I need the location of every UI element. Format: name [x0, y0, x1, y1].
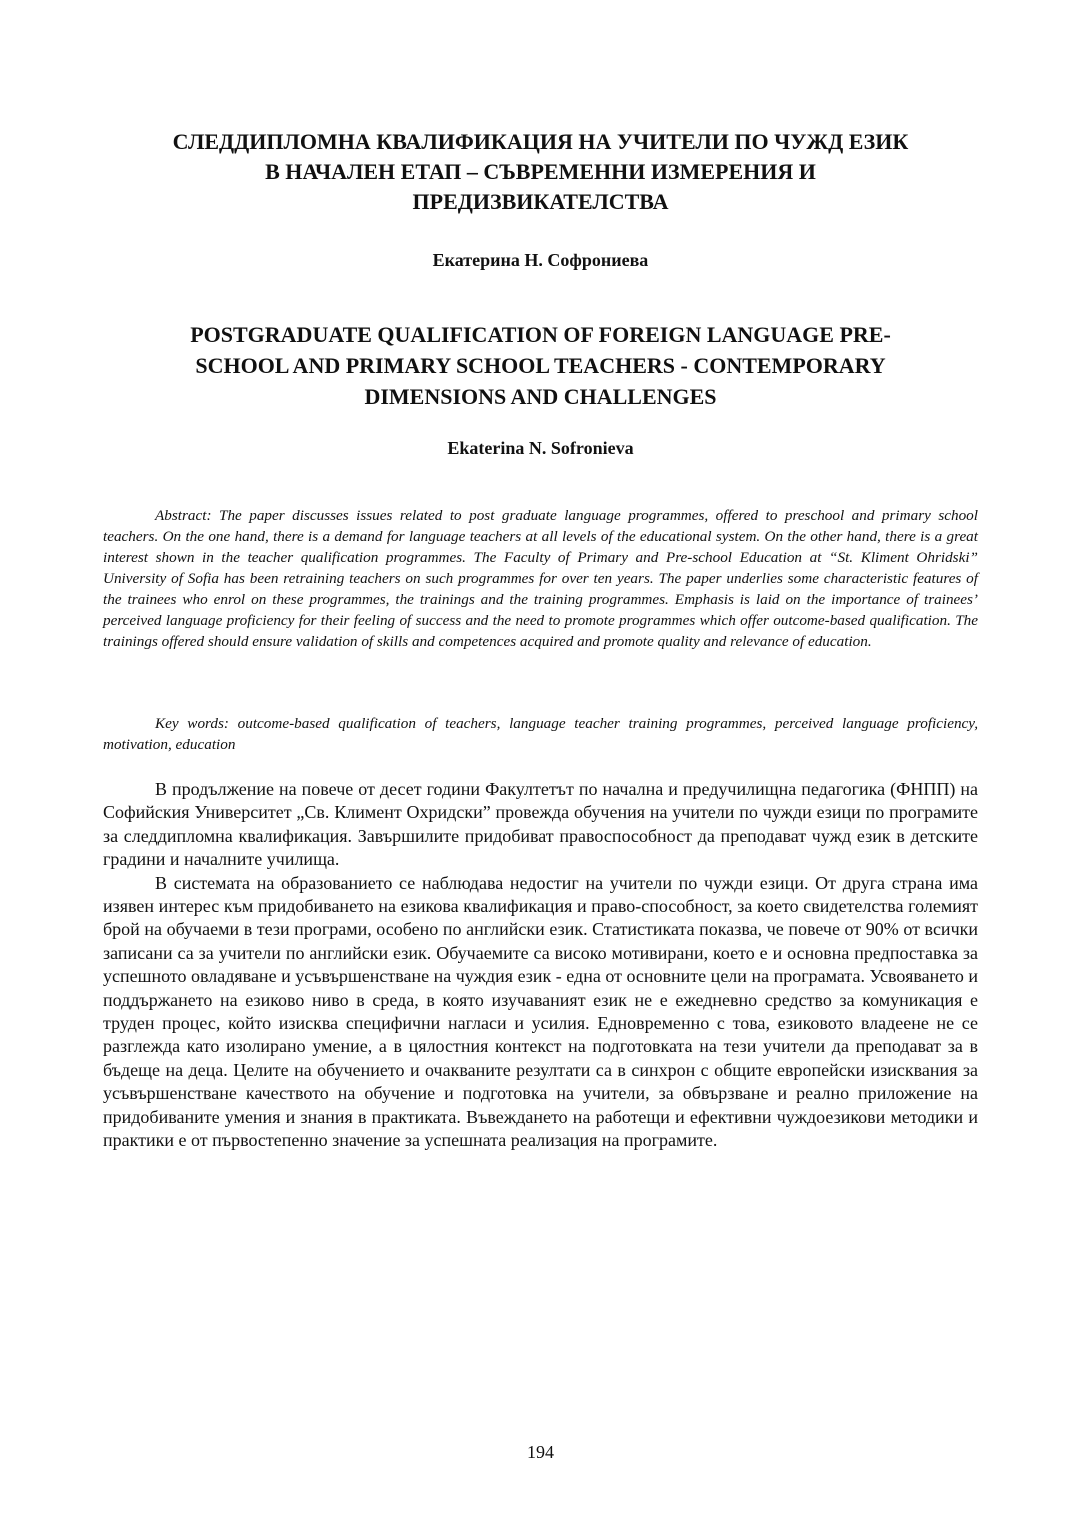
body-paragraph: В системата на образованието се наблюдава недостиг на учители по чужди езици. От друга страна има изявен интерес към придобиването на езикова квалификация и право-способност, за което свидетелства големият брой на обучаеми в тези програми, особено по английски език. Статистиката показва, че повече от 90% от всички записани са за учители по английски език. Обучаемите са високо мотивирани, което е и основна предпоставка за успешното овладяване и усъвършенстване на чуждия език - една от основните цели на програмата. Усвояването и поддържането на езиково ниво в среда, в която изучаваният език не е ежедневно средство за комуникация е труден процес, който изисква специфични нагласи и усилия. Едновременно с това, езиковото владеене не се разглежда като изолирано умение, а в цялостния контекст на подготовката на тези учители да преподават за в бъдеще на деца. Целите на обучението и очакваните резултати са в синхрон с общите европейски изисквания за усъвършенстване качеството на обучение и подготовка на учители, за обвързване и реално приложение на придобиваните умения и знания в практиката. Въвеждането на работещи и ефективни чуждоезикови методики и практики е от първостепенно значение за успешната реализация на програмите. [103, 872, 978, 1151]
title-english-line: POSTGRADUATE QUALIFICATION OF FOREIGN LANGUAGE PRE- [190, 322, 891, 347]
paper-page [103, 0, 978, 1528]
title-bulgarian-line: В НАЧАЛЕН ЕТАП – СЪВРЕМЕННИ ИЗМЕРЕНИЯ И [265, 159, 816, 184]
title-bulgarian-line: СЛЕДДИПЛОМНА КВАЛИФИКАЦИЯ НА УЧИТЕЛИ ПО ЧУЖД ЕЗИК [172, 129, 909, 154]
title-english-line: DIMENSIONS AND CHALLENGES [364, 384, 717, 409]
title-bulgarian [103, 127, 978, 217]
body-paragraph: В продължение на повече от десет години Факултетът по начална и предучилищна педагогика (ФНПП) на Софийския Университет „Св. Климент Охридски” провежда обучения на учители по чужди езици по програмите за следдипломна квалификация. Завършилите придобиват правоспособност да преподават чужд език в детските градини и началните училища. [103, 779, 978, 870]
keywords: Key words: outcome-based qualification of teachers, language teacher training programmes, perceived language proficiency, motivation, education [103, 715, 978, 753]
abstract: Abstract: The paper discusses issues related to post graduate language programmes, offered to preschool and primary school teachers. On the one hand, there is a demand for language teachers at all levels of the educational system. On the other hand, there is a great interest shown in the teacher qualification programmes. The Faculty of Primary and Pre-school Education at “St. Kliment Ohridski” University of Sofia has been retraining teachers on such programmes for over ten years. The paper underlies some characteristic features of the trainees who enrol on these programmes, the trainings and the training programmes. Emphasis is laid on the importance of trainees’ perceived language proficiency for their feeling of success and the need to promote programmes which offer outcome-based qualification. The trainings offered should ensure validation of skills and competences acquired and promote quality and relevance of education. [103, 507, 978, 650]
title-english-line: SCHOOL AND PRIMARY SCHOOL TEACHERS - CONTEMPORARY [195, 353, 886, 378]
body-text [103, 778, 978, 1153]
author-bulgarian: Екатерина Н. Софрониева [432, 250, 649, 270]
author-english: Ekaterina N. Sofronieva [447, 438, 634, 458]
title-english [103, 319, 978, 412]
title-bulgarian-line: ПРЕДИЗВИКАТЕЛСТВА [412, 189, 669, 214]
page-number: 194 [527, 1442, 554, 1462]
